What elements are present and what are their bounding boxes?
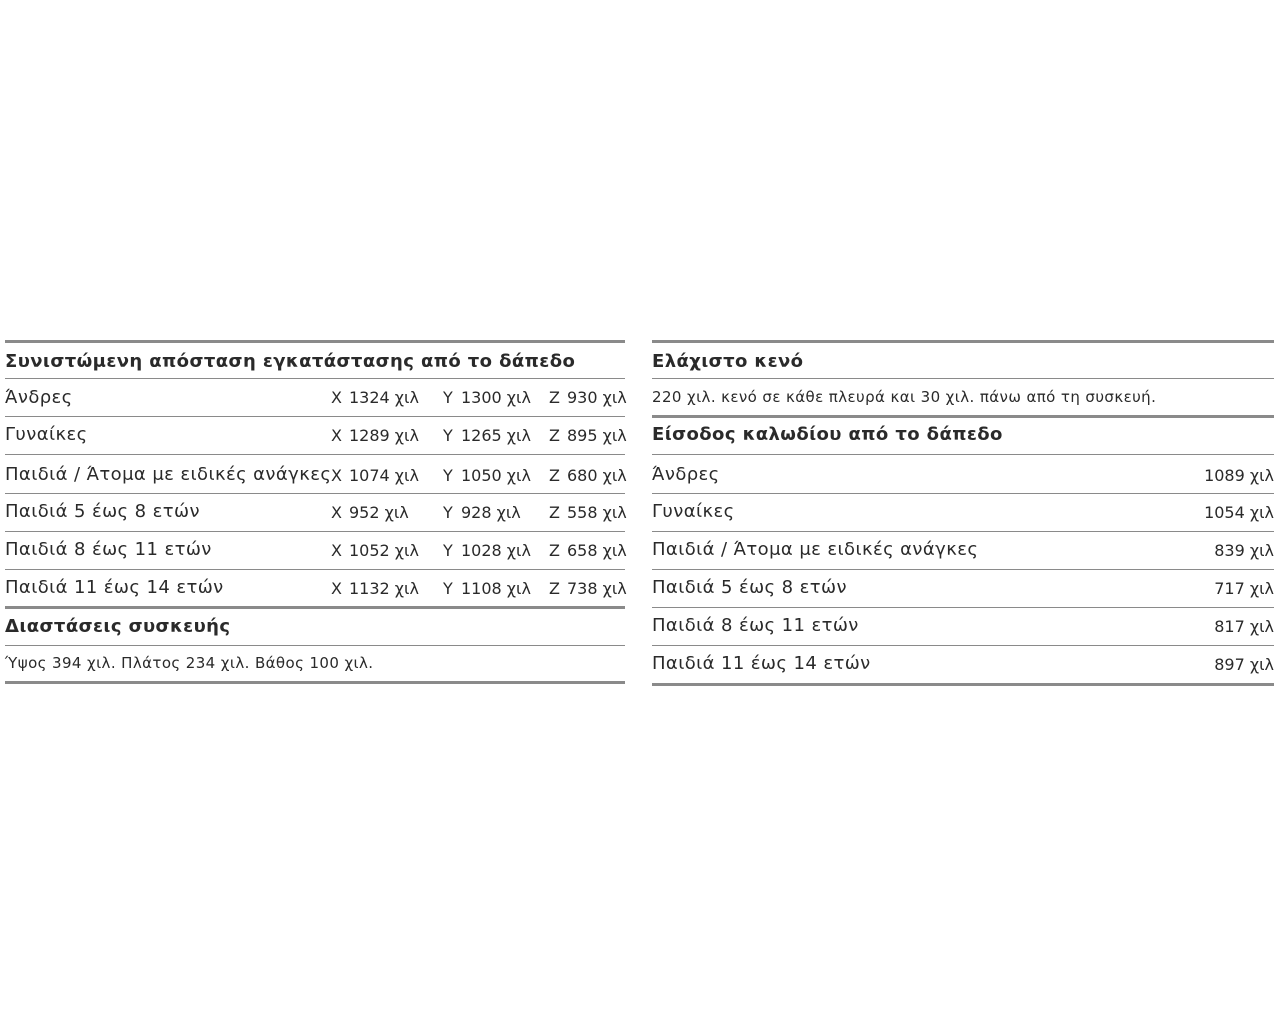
y-value (443, 388, 531, 407)
row-label: Παιδιά 8 έως 11 ετών (652, 615, 859, 636)
table-row (652, 532, 1274, 570)
table-row (5, 494, 625, 532)
row-label: Παιδιά 11 έως 14 ετών (652, 653, 871, 674)
y-value (443, 579, 531, 598)
axis-y-label: Y (443, 541, 453, 560)
x-value (331, 466, 419, 485)
row-label: Άνδρες (5, 387, 73, 408)
z-value (549, 466, 627, 485)
axis-x-label: X (331, 541, 342, 560)
cable-value: 717 χιλ (1214, 579, 1274, 598)
dimensions-header-row (5, 609, 625, 646)
gap-row (652, 379, 1274, 418)
y-measure: 1108 χιλ (461, 579, 531, 598)
dimensions-title: Διαστάσεις συσκευής (5, 616, 231, 637)
row-label: Παιδιά 5 έως 8 ετών (5, 501, 200, 522)
gap-title: Ελάχιστο κενό (652, 351, 804, 372)
x-value (331, 388, 419, 407)
x-measure: 1324 χιλ (349, 388, 419, 407)
installation-distance-table (5, 340, 625, 684)
y-measure: 1050 χιλ (461, 466, 531, 485)
x-value (331, 503, 409, 522)
y-value (443, 503, 521, 522)
z-value (549, 388, 627, 407)
z-measure: 738 χιλ (567, 579, 627, 598)
table-row (652, 646, 1274, 686)
installation-header-row (5, 340, 625, 379)
axis-y-label: Y (443, 503, 453, 522)
cable-value: 897 χιλ (1214, 655, 1274, 674)
z-value (549, 541, 627, 560)
y-value (443, 541, 531, 560)
row-label: Άνδρες (652, 464, 720, 485)
axis-x-label: X (331, 579, 342, 598)
z-measure: 658 χιλ (567, 541, 627, 560)
row-label: Παιδιά 11 έως 14 ετών (5, 577, 224, 598)
dimensions-text: Ύψος 394 χιλ. Πλάτος 234 χιλ. Βάθος 100 χιλ. (5, 654, 374, 672)
z-value (549, 503, 627, 522)
axis-z-label: Z (549, 388, 560, 407)
installation-title: Συνιστώμενη απόσταση εγκατάστασης από το δάπεδο (5, 351, 576, 372)
z-value (549, 579, 627, 598)
x-measure: 1052 χιλ (349, 541, 419, 560)
gap-text: 220 χιλ. κενό σε κάθε πλευρά και 30 χιλ. πάνω από τη συσκευή. (652, 388, 1157, 406)
row-label: Παιδιά / Άτομα με ειδικές ανάγκες (5, 464, 332, 485)
x-value (331, 579, 419, 598)
table-row (5, 532, 625, 570)
axis-z-label: Z (549, 466, 560, 485)
axis-z-label: Z (549, 503, 560, 522)
y-measure: 928 χιλ (461, 503, 521, 522)
z-measure: 680 χιλ (567, 466, 627, 485)
z-measure: 895 χιλ (567, 426, 627, 445)
row-label: Γυναίκες (5, 424, 88, 445)
z-value (549, 426, 627, 445)
axis-z-label: Z (549, 426, 560, 445)
axis-x-label: X (331, 466, 342, 485)
row-label: Παιδιά / Άτομα με ειδικές ανάγκες (652, 539, 979, 560)
cable-value: 1089 χιλ (1204, 466, 1274, 485)
z-measure: 930 χιλ (567, 388, 627, 407)
axis-x-label: X (331, 388, 342, 407)
table-row (5, 417, 625, 455)
cable-value: 839 χιλ (1214, 541, 1274, 560)
axis-x-label: X (331, 426, 342, 445)
cable-title: Είσοδος καλωδίου από το δάπεδο (652, 424, 1003, 445)
axis-y-label: Y (443, 426, 453, 445)
clearance-and-cable-table (652, 340, 1274, 686)
table-row (652, 455, 1274, 494)
x-measure: 952 χιλ (349, 503, 409, 522)
table-row (652, 608, 1274, 646)
gap-header-row (652, 340, 1274, 379)
cable-value: 1054 χιλ (1204, 503, 1274, 522)
axis-x-label: X (331, 503, 342, 522)
x-measure: 1074 χιλ (349, 466, 419, 485)
cable-value: 817 χιλ (1214, 617, 1274, 636)
x-value (331, 541, 419, 560)
row-label: Γυναίκες (652, 501, 735, 522)
table-row (5, 455, 625, 494)
table-row (5, 379, 625, 417)
cable-header-row (652, 418, 1274, 455)
z-measure: 558 χιλ (567, 503, 627, 522)
y-measure: 1300 χιλ (461, 388, 531, 407)
table-row (652, 494, 1274, 532)
x-value (331, 426, 419, 445)
y-measure: 1265 χιλ (461, 426, 531, 445)
y-value (443, 466, 531, 485)
y-value (443, 426, 531, 445)
axis-y-label: Y (443, 466, 453, 485)
axis-z-label: Z (549, 541, 560, 560)
table-row (5, 570, 625, 609)
row-label: Παιδιά 5 έως 8 ετών (652, 577, 847, 598)
y-measure: 1028 χιλ (461, 541, 531, 560)
table-row (652, 570, 1274, 608)
axis-y-label: Y (443, 388, 453, 407)
x-measure: 1289 χιλ (349, 426, 419, 445)
axis-z-label: Z (549, 579, 560, 598)
dimensions-row (5, 646, 625, 684)
axis-y-label: Y (443, 579, 453, 598)
row-label: Παιδιά 8 έως 11 ετών (5, 539, 212, 560)
x-measure: 1132 χιλ (349, 579, 419, 598)
